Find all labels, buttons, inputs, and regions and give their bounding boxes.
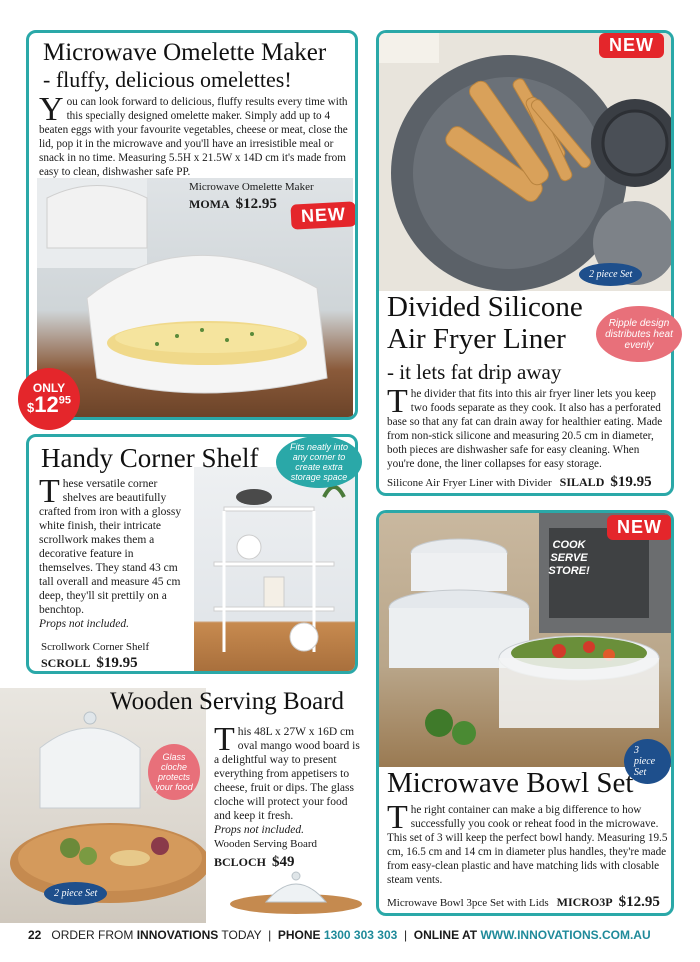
board-product-name: Wooden Serving Board (214, 838, 317, 850)
bowls-price-line (387, 893, 660, 911)
airfryer-price: $19.95 (610, 474, 652, 490)
bowls-dropcap: T (387, 799, 408, 836)
footer-phone-number[interactable]: 1300 303 303 (323, 928, 398, 942)
footer-brand: INNOVATIONS (136, 928, 219, 942)
omelette-new-badge: NEW (290, 201, 356, 229)
airfryer-title-line2: Air Fryer Liner (387, 323, 566, 355)
page-footer: 22 ORDER FROM INNOVATIONS TODAY | PHONE 1300 303 303 | ONLINE AT WWW.INNOVATIONS.COM.AU (28, 928, 651, 942)
only-label: ONLY (32, 381, 66, 395)
board-props-note: Props not included. (214, 824, 304, 836)
cloche-board-thumbnail (226, 866, 366, 916)
airfryer-price-line (387, 473, 652, 491)
board-body-text: his 48L x 27W x 16D cm oval mango wood board is a delightful way to present everything from appetisers to cheese, fruit or dips. The glass cloche will protect your food and keep it fresh. (214, 726, 360, 822)
shelf-price-line (41, 654, 138, 672)
shelf-body-text: hese versatile corner shelves are beautifully crafted from iron with a glossy white finish, their intricate scrollwork makes them a decorative feature in themselves. They stand 43 cm tall overall and measure 45 cm deep, they'll sit prettily on a benchtop. (39, 478, 182, 616)
omelette-panel (26, 30, 358, 420)
airfryer-description (387, 383, 669, 471)
bowls-product-name: Microwave Bowl 3pce Set with Lids (387, 897, 549, 909)
airfryer-title-line1: Divided Silicone (387, 291, 583, 323)
footer-online-label: ONLINE AT (413, 928, 478, 942)
shelf-price: $19.95 (96, 655, 138, 671)
board-title: Wooden Serving Board (110, 688, 345, 715)
shelf-description (39, 473, 189, 631)
omelette-only-price-badge (18, 368, 80, 430)
corner-shelf-image (194, 467, 356, 672)
board-dropcap: T (214, 721, 235, 758)
shelf-product-name: Scrollwork Corner Shelf (41, 641, 150, 653)
bowls-cook-serve-store: COOK SERVE STORE! (548, 539, 590, 577)
footer-phone-label: PHONE (277, 928, 321, 942)
shelf-props-note: Props not included. (39, 618, 129, 630)
airfryer-body-text: he divider that fits into this air fryer liner lets you keep two foods separate as they cook. It also has a perforated base so that any fat can drain away for healthier eating. Made from non-stick silicone and measuring 20.5 cm in diameter, both pieces are dishwasher safe for easy cleaning. When you're done, the liner collapses for easy storage. (387, 388, 663, 470)
omelette-sku: MOMA (189, 197, 230, 211)
board-description (214, 721, 360, 837)
bowls-price: $12.95 (618, 894, 660, 910)
shelf-title: Handy Corner Shelf (41, 443, 259, 473)
bowls-panel (376, 510, 674, 916)
board-piece-tag: 2 piece Set (44, 882, 107, 905)
shelf-dropcap: T (39, 473, 60, 510)
omelette-subtitle: - fluffy, delicious omelettes! (43, 67, 292, 92)
airfryer-new-badge: NEW (599, 33, 664, 58)
bowls-description (387, 799, 669, 887)
airfryer-ripple-callout: Ripple design distributes heat evenly (596, 306, 682, 362)
airfryer-liner-image (379, 33, 671, 291)
footer-order-prefix: ORDER FROM (51, 928, 134, 942)
airfryer-sku: SILALD (559, 475, 605, 489)
bowls-sku: MICRO3P (556, 895, 613, 909)
footer-website-link[interactable]: WWW.INNOVATIONS.COM.AU (480, 928, 651, 942)
only-price: $\$12^{95}$ (27, 392, 71, 417)
shelf-sku: SCROLL (41, 656, 91, 670)
omelette-price-line (189, 195, 277, 213)
bowls-piece-tag: 3 piece Set (624, 739, 671, 784)
omelette-product-name: Microwave Omelette Maker (189, 181, 314, 193)
omelette-title: Microwave Omelette Maker (43, 39, 327, 66)
shelf-fits-callout: Fits neatly into any corner to create extra storage space (276, 436, 362, 488)
omelette-body-text: ou can look forward to delicious, fluffy results every time with this specially designed omelette maker. Simply add up to 4 beaten eggs with your favourite vegetables, cheese or meat, close the lid, pop it in the microwave and you'll have an irresistible meal or snack in no time. Measuring 5.5H x 21.5W x 14D cm it's made from easy to clean, dishwasher safe PP. (39, 96, 348, 178)
bowls-photo (379, 513, 671, 767)
microwave-bowls-image (379, 513, 671, 767)
shelf-photo (194, 467, 356, 672)
footer-order-suffix: TODAY (221, 928, 262, 942)
bowls-new-badge: NEW (607, 515, 672, 540)
airfryer-subtitle: - it lets fat drip away (387, 360, 562, 384)
page-number: 22 (28, 928, 42, 942)
board-price: $49 (272, 854, 295, 870)
omelette-description (39, 91, 351, 179)
bowls-title: Microwave Bowl Set (387, 767, 634, 799)
airfryer-title (387, 291, 583, 355)
omelette-price: $12.95 (235, 196, 277, 212)
omelette-dropcap: Y (39, 91, 64, 128)
board-sku: BCLOCH (214, 855, 267, 869)
bowls-body-text: he right container can make a big difference to how successfully you cook or reheat food in the microwave. This set of 3 will keep the perfect bowl handy. Measuring 19.5 cm, 16.5 cm and 14 cm in diameter plus handles, they're made from easy-clean plastic and have matching lids with closable steam vents. (387, 804, 668, 886)
airfryer-panel (376, 30, 674, 496)
airfryer-product-name: Silicone Air Fryer Liner with Divider (387, 477, 552, 489)
airfryer-photo (379, 33, 671, 291)
airfryer-dropcap: T (387, 383, 408, 420)
board-cloche-callout: Glass cloche protects your food (148, 744, 200, 800)
airfryer-piece-tag: 2 piece Set (579, 263, 642, 286)
